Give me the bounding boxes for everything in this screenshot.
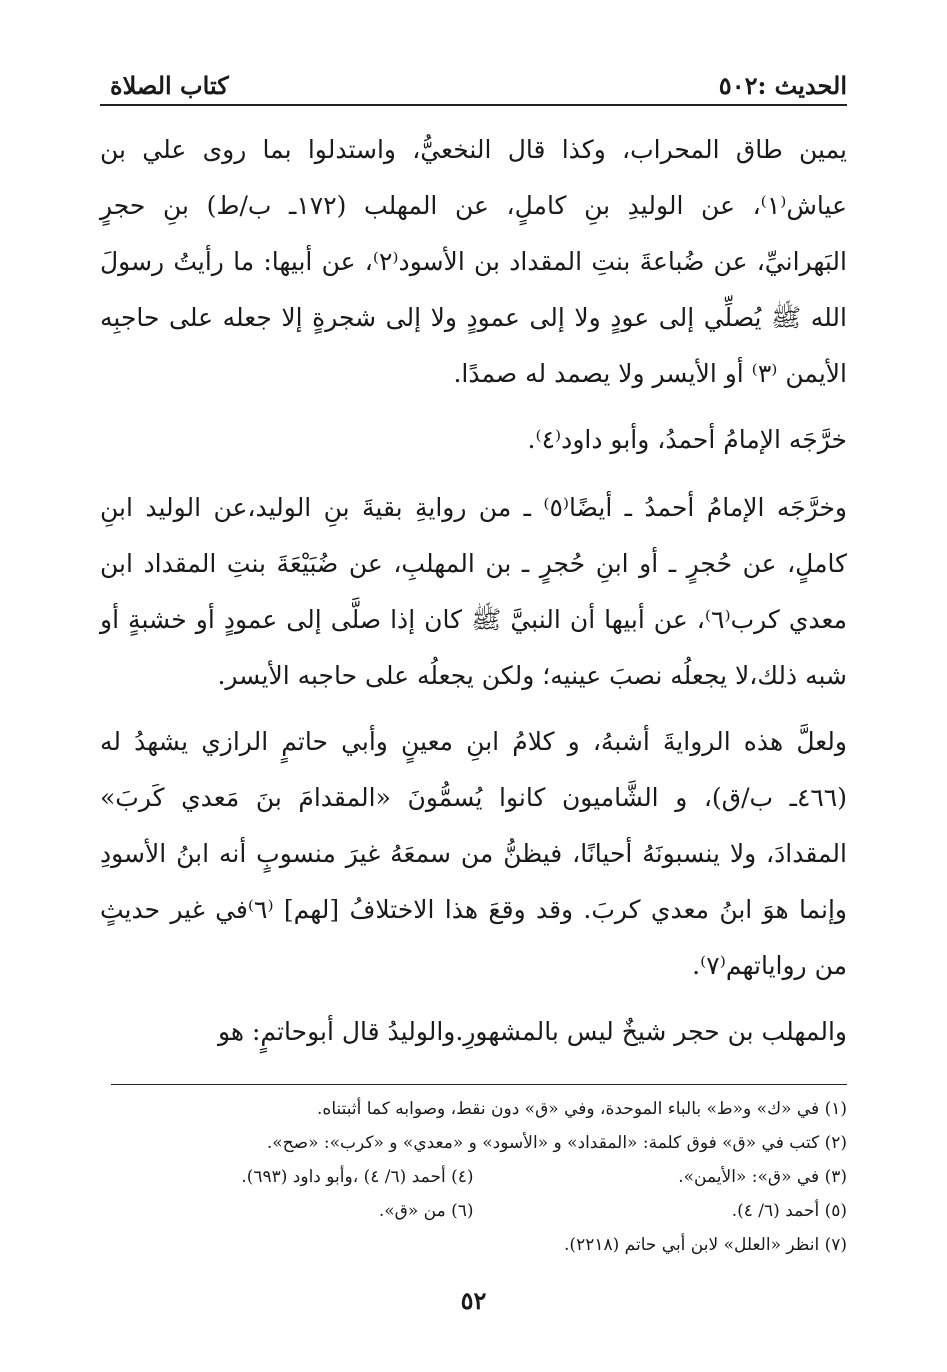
footnote-row-3-4 — [100, 1160, 847, 1194]
main-text — [100, 122, 847, 1070]
running-header — [100, 70, 847, 106]
paragraph-2: خرَّجَه الإمامُ أحمدُ، وأبو داود⁽٤⁾. — [527, 425, 847, 454]
hadith-number: الحديث :٥٠٢ — [718, 71, 847, 100]
page-number: ٥٢ — [460, 1286, 487, 1315]
footnote-5: (٥) أحمد (٦/ ٤). — [731, 1201, 847, 1221]
footnote-2: (٢) كتب في «ق» فوق كلمة: «المقداد» و «الأسود» و «معدي» و «كرب»: «صح». — [266, 1133, 847, 1153]
paragraph-4: ولعلَّ هذه الروايةَ أشبهُ، و كلامُ ابنِ معينٍ وأبي حاتمٍ الرازي يشهدُ له (٤٦٦ـ ب/ق)، و الشَّاميون كانوا يُسمُّونَ «المقدامَ بنَ مَعدي كَربَ» المقدادَ، ولا ينسبونَهُ أحيانًا، فيظنُّ من سمعَهُ غيرَ منسوبٍ أنه ابنُ الأسودِ وإنما هوَ ابنُ معدي كربَ. وقد وقعَ هذا الاختلافُ [لهم] ⁽٦⁾في غير حديثٍ من رواياتهم⁽٧⁾. — [100, 727, 847, 980]
paragraph-1: يمين طاق المحراب، وكذا قال النخعيُّ، واستدلوا بما روى علي بن عياش⁽١⁾، عن الوليدِ بنِ كاملٍ، عن المهلب (١٧٢ـ ب/ط) بنِ حجرٍ البَهرانيِّ، عن ضُباعةَ بنتِ المقداد بن الأسود⁽٢⁾، عن أبيها: ما رأيتُ رسولَ الله ﷺ يُصلِّي إلى عودٍ ولا إلى عمودٍ ولا إلى شجرةٍ إلا جعله على حاجبِه الأيمن ⁽٣⁾ أو الأيسر ولا يصمد له صمدًا. — [100, 135, 847, 388]
footnote-3: (٣) في «ق»: «الأيمن». — [678, 1167, 847, 1187]
footnotes — [100, 1092, 847, 1262]
footnote-row-5-6 — [100, 1194, 847, 1228]
paragraph-3: وخرَّجَه الإمامُ أحمدُ ـ أيضًا⁽٥⁾ ـ من روايةِ بقيةَ بنِ الوليد،عن الوليد ابنِ كاملٍ، عن حُجرٍ ـ أو ابنِ حُجرٍ ـ بن المهلبِ، عن ضُبَيْعَةَ بنتِ المقداد ابن معدي كرب⁽٦⁾، عن أبيها أن النبيَّ ﷺ كان إذا صلَّى إلى عمودٍ أو خشبةٍ أو شبه ذلك،لا يجعلُه نصبَ عينيه؛ ولكن يجعلُه على حاجبه الأيسر. — [100, 493, 847, 690]
footnote-6: (٦) من «ق». — [378, 1201, 474, 1221]
footnote-4: (٤) أحمد (٦/ ٤) ،وأبو داود (٦٩٣). — [241, 1167, 474, 1187]
chapter-title: كتاب الصلاة — [110, 71, 229, 100]
footnote-divider — [111, 1084, 847, 1085]
footnote-7: (٧) انظر «العلل» لابن أبي حاتم (٢٢١٨). — [564, 1235, 847, 1255]
paragraph-5: والمهلب بن حجر شيخٌ ليس بالمشهورِ.والوليدُ قال أبوحاتمٍ: هو — [217, 1017, 847, 1046]
footnote-1: (١) في «ك» و«ط» بالباء الموحدة، وفي «ق» دون نقط، وصوابه كما أثبتناه. — [317, 1099, 847, 1119]
